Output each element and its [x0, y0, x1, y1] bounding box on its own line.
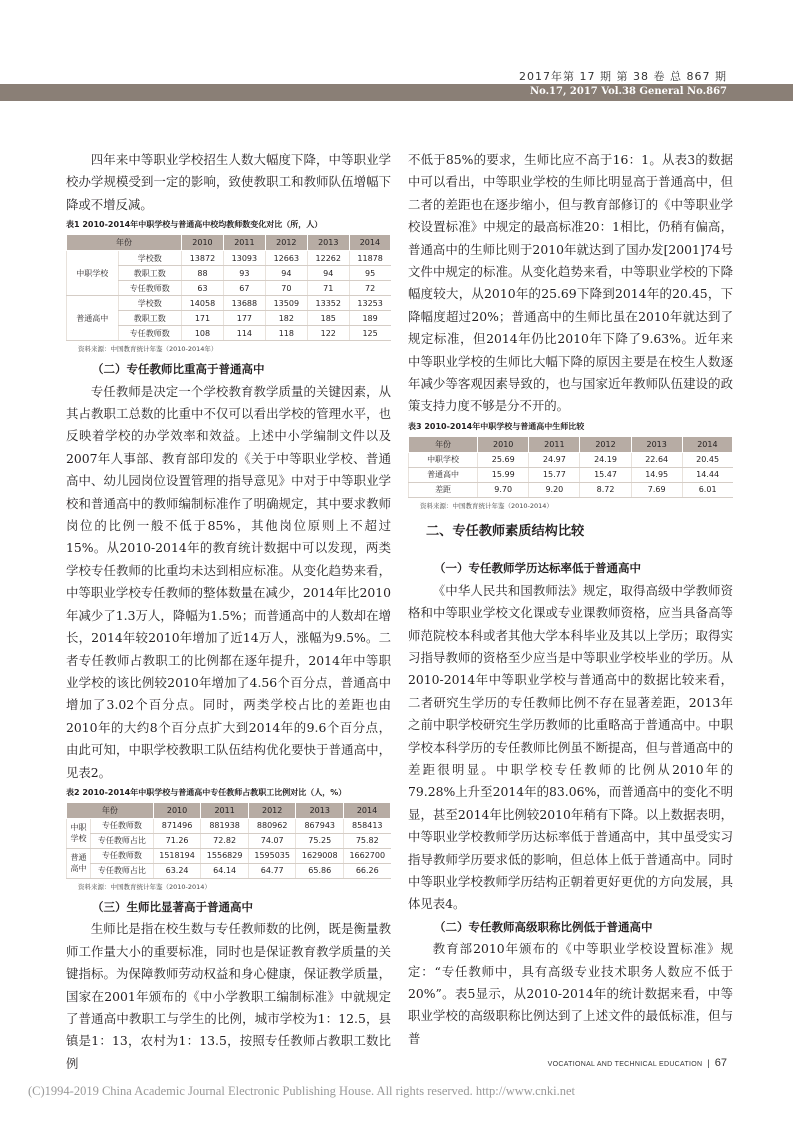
table-cell: 125	[349, 326, 390, 341]
table-cell: 88	[181, 266, 223, 281]
table-row	[67, 818, 391, 833]
table-row	[67, 863, 391, 878]
copyright-notice: (C)1994-2019 China Academic Journal Electronic Publishing House. All rights reserved. http://www.cnki.net	[28, 1084, 576, 1098]
table3-source: 资料来源：中国教育统计年鉴（2010-2014）	[420, 501, 553, 510]
row-group-label: 中职学校	[67, 251, 119, 296]
table-header-cell: 年份	[409, 436, 478, 452]
table-cell: 94	[265, 266, 307, 281]
table-cell: 8.72	[580, 482, 631, 497]
table-cell: 108	[181, 326, 223, 341]
table-cell: 94	[307, 266, 349, 281]
table1-caption: 表1 2010-2014年中职学校与普通高中校均教师数变化对比（所，人）	[66, 220, 323, 230]
row-group-label: 中职学校	[67, 818, 91, 848]
table-cell: 70	[265, 281, 307, 296]
table-cell: 11878	[349, 251, 390, 266]
row-label: 中职学校	[409, 452, 478, 467]
table-cell: 72.82	[201, 833, 249, 848]
table-cell: 15.77	[529, 467, 580, 482]
table-row	[67, 848, 391, 863]
table-cell: 71	[307, 281, 349, 296]
table-header-cell: 2010	[153, 802, 201, 818]
footer-separator: |	[707, 1058, 710, 1068]
table-cell: 9.20	[529, 482, 580, 497]
paragraph: 教育部2010年颁布的《中等职业学校设置标准》规定：“专任教师中，具有高级专业技术职务人数应不低于20%”。表5显示，从2010-2014年的统计数据来看，中等职业学校的高级职称比例达到了上述文件的最低标准，但与普	[408, 941, 733, 1046]
page-number: 67	[714, 1057, 727, 1069]
table-cell: 171	[181, 311, 223, 326]
table-cell: 114	[223, 326, 265, 341]
table-cell: 74.07	[248, 833, 296, 848]
row-label: 专任教师数	[118, 326, 181, 341]
table-cell: 93	[223, 266, 265, 281]
table-row	[409, 452, 733, 467]
table2-source: 资料来源：中国教育统计年鉴（2010-2014）	[78, 882, 211, 891]
table3	[408, 436, 733, 498]
right-column	[408, 149, 733, 1050]
table-cell: 75.82	[344, 833, 391, 848]
table-cell: 64.14	[201, 863, 249, 878]
table-cell: 63	[181, 281, 223, 296]
table1	[66, 234, 391, 341]
table-cell: 14058	[181, 296, 223, 311]
table-row	[409, 482, 733, 497]
table-cell: 72	[349, 281, 390, 296]
paragraph: 四年来中等职业学校招生人数大幅度下降，中等职业学校办学规模受到一定的影响，致使教职工和教师队伍增幅下降或不增反减。	[66, 152, 391, 212]
table-cell: 15.47	[580, 467, 631, 482]
table2-caption: 表2 2010-2014年中职学校与普通高中专任教师占教职工比例对比（人，%）	[66, 787, 347, 797]
row-label: 教职工数	[118, 311, 181, 326]
page-footer	[548, 1057, 727, 1069]
paragraph: 生师比是指在校生数与专任教师数的比例，既是衡量教师工作量大小的重要标准，同时也是保证教育教学质量的关键指标。为保障教师劳动权益和身心健康，保证教学质量，国家在2001年颁布的《中小学教职工编制标准》中就规定了普通高中教职工与学生的比例，城市学校为1：12.5，县镇是1：13，农村为1：13.5，按照专任教师占教职工数比例	[66, 921, 391, 1071]
table2	[66, 802, 391, 879]
row-label: 专任教师数	[91, 848, 154, 863]
chapter-heading: 二、专任教师素质结构比较	[426, 523, 585, 539]
table-cell: 185	[307, 311, 349, 326]
table-cell: 20.45	[682, 452, 732, 467]
table-cell: 25.69	[478, 452, 529, 467]
table-cell: 14.95	[631, 467, 682, 482]
table-cell: 15.99	[478, 467, 529, 482]
table-cell: 7.69	[631, 482, 682, 497]
table-cell: 177	[223, 311, 265, 326]
table-header-cell: 2013	[631, 436, 682, 452]
section-heading: （二）专任教师高级职称比例低于普通高中	[434, 919, 653, 934]
issue-info-en: No.17, 2017 Vol.38 General No.867	[529, 86, 727, 97]
section-heading: （一）专任教师学历达标率低于普通高中	[434, 561, 641, 576]
table-cell: 22.64	[631, 452, 682, 467]
row-group-label: 普通高中	[67, 848, 91, 878]
table-cell: 63.24	[153, 863, 201, 878]
table-header-cell: 年份	[67, 235, 182, 251]
table-header-cell: 2013	[307, 235, 349, 251]
table-header-cell: 2014	[344, 802, 391, 818]
table-cell: 182	[265, 311, 307, 326]
table-header-cell: 2010	[478, 436, 529, 452]
table-cell: 67	[223, 281, 265, 296]
row-label: 专任教师数	[118, 281, 181, 296]
table-cell: 95	[349, 266, 390, 281]
row-label: 学校数	[118, 296, 181, 311]
table-cell: 13688	[223, 296, 265, 311]
table-header-cell: 2011	[223, 235, 265, 251]
table-cell: 24.97	[529, 452, 580, 467]
row-label: 专任教师占比	[91, 863, 154, 878]
table3-caption: 表3 2010-2014年中职学校与普通高中生师比较	[408, 421, 585, 431]
table-cell: 1662700	[344, 848, 391, 863]
table-cell: 1595035	[248, 848, 296, 863]
table-header-cell: 年份	[67, 802, 154, 818]
table-cell: 75.25	[296, 833, 344, 848]
row-group-label: 普通高中	[67, 296, 119, 341]
table-cell: 871496	[153, 818, 201, 833]
table-cell: 12663	[265, 251, 307, 266]
table-header-cell: 2011	[529, 436, 580, 452]
paragraph: 《中华人民共和国教师法》规定，取得高级中学教师资格和中等职业学校文化课或专业课教师资格，应当具备高等师范院校本科或者其他大学本科毕业及其以上学历；取得实习指导教师的资格至少应当是中等职业学校毕业的学历。从2010-2014年中等职业学校与普通高中的数据比较来看，二者研究生学历的专任教师比例不存在显著差距，2013年之前中职学校研究生学历教师的比重略高于普通高中。中职学校本科学历的专任教师比例虽不断提高，但与普通高中的差距很明显。中职学校专任教师的比例从2010年的79.28%上升至2014年的83.06%，而普通高中的变化不明显，甚至2014年比例较2010年稍有下降。以上数据表明，中等职业学校教师学历达标率低于普通高中，其中虽受实习指导教师学历要求低的影响，但总体上低于普通高中。同时中等职业学校教师学历结构正朝着更好更优的方向发展，具体见表4。	[408, 582, 733, 912]
table-cell: 1518194	[153, 848, 201, 863]
table-row	[67, 833, 391, 848]
table-header-cell: 2012	[580, 436, 631, 452]
table-cell: 24.19	[580, 452, 631, 467]
table-cell: 881938	[201, 818, 249, 833]
table-cell: 13352	[307, 296, 349, 311]
row-label: 学校数	[118, 251, 181, 266]
section-heading: （二）专任教师比重高于普通高中	[92, 362, 265, 377]
table-header-cell: 2014	[349, 235, 390, 251]
row-label: 教职工数	[118, 266, 181, 281]
paragraph: 专任教师是决定一个学校教育教学质量的关键因素，从其占教职工总数的比重中不仅可以看出学校的管理水平，也反映着学校的办学效率和效益。上述中小学编制文件以及2007年人事部、教育部印发的《关于中等职业学校、普通高中、幼儿园岗位设置管理的指导意见》中对于中等职业学校和普通高中的教师编制标准作了明确规定，其中要求教师岗位的比例一般不低于85%，其他岗位原则上不超过15%。从2010-2014年的教育统计数据中可以发现，两类学校专任教师的比重均未达到相应标准。从变化趋势来看，中等职业学校专任教师的整体数量在减少，2014年比2010年减少了1.3万人，降幅为1.5%；而普通高中的人数却在增长，2014年较2010年增加了近14万人，涨幅为9.5%。二者专任教师占教职工的比例都在逐年提升，2014年中等职业学校的该比例较2010年增加了4.56个百分点，普通高中增加了3.02个百分点。同时，两类学校占比的差距也由2010年的大约8个百分点扩大到2014年的9.6个百分点，由此可知，中职学校教职工队伍结构优化要快于普通高中，见表2。	[66, 383, 391, 780]
table-cell: 14.44	[682, 467, 732, 482]
table-cell: 71.26	[153, 833, 201, 848]
row-label: 差距	[409, 482, 478, 497]
left-column	[66, 149, 391, 1075]
table-header-cell: 2014	[682, 436, 732, 452]
table-cell: 1629008	[296, 848, 344, 863]
table-row	[409, 467, 733, 482]
row-label: 专任教师数	[91, 818, 154, 833]
journal-name: VOCATIONAL AND TECHNICAL EDUCATION	[547, 1061, 703, 1068]
table-cell: 65.86	[296, 863, 344, 878]
table-cell: 66.26	[344, 863, 391, 878]
table-cell: 13509	[265, 296, 307, 311]
table-header-cell: 2012	[265, 235, 307, 251]
table-header-cell: 2013	[296, 802, 344, 818]
table-cell: 6.01	[682, 482, 732, 497]
table-row	[67, 251, 391, 266]
table-row	[67, 296, 391, 311]
table-cell: 9.70	[478, 482, 529, 497]
table-cell: 118	[265, 326, 307, 341]
paragraph: 不低于85%的要求，生师比应不高于16：1。从表3的数据中可以看出，中等职业学校的生师比明显高于普通高中，但二者的差距也在逐步缩小，但与教育部修订的《中等职业学校设置标准》中规定的最高标准20：1相比，仍稍有偏高，普通高中的生师比则于2010年就达到了国办发[2001]74号文件中规定的标准。从变化趋势来看，中等职业学校的下降幅度较大，从2010年的25.69下降到2014年的20.45，下降幅度超过20%；普通高中的生师比虽在2010年就达到了规定标准，但2014年仍比2010年下降了9.63%。近年来中等职业学校的生师比大幅下降的原因主要是在校生人数逐年减少等客观因素导致的，也与国家近年教师队伍建设的政策支持力度不够是分不开的。	[408, 152, 733, 414]
issue-info-cn: 2017年第 17 期 第 38 卷 总 867 期	[519, 70, 727, 83]
table-cell: 13253	[349, 296, 390, 311]
table-header-cell: 2010	[181, 235, 223, 251]
table-cell: 13093	[223, 251, 265, 266]
table-cell: 880962	[248, 818, 296, 833]
table-header-cell: 2011	[201, 802, 249, 818]
row-label: 普通高中	[409, 467, 478, 482]
table-cell: 12262	[307, 251, 349, 266]
row-label: 专任教师占比	[91, 833, 154, 848]
table1-source: 资料来源：中国教育统计年鉴（2010-2014年）	[78, 345, 218, 354]
table-cell: 189	[349, 311, 390, 326]
table-cell: 867943	[296, 818, 344, 833]
table-cell: 1556829	[201, 848, 249, 863]
section-heading: （三）生师比显著高于普通高中	[92, 899, 253, 914]
table-header-cell: 2012	[248, 802, 296, 818]
table-cell: 122	[307, 326, 349, 341]
table-cell: 858413	[344, 818, 391, 833]
table-cell: 13872	[181, 251, 223, 266]
table-cell: 64.77	[248, 863, 296, 878]
